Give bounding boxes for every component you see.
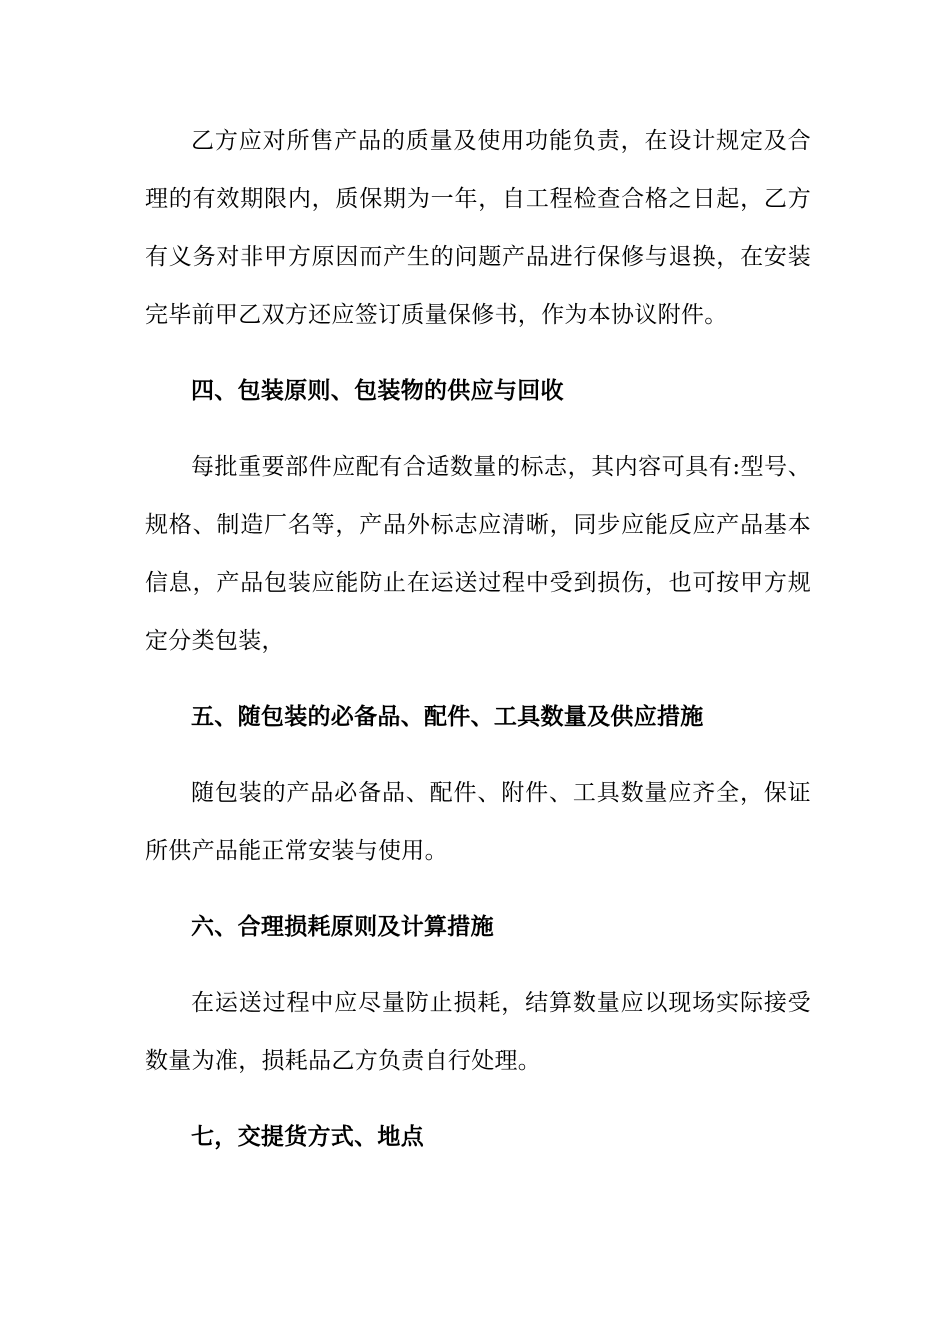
- section-spacer: [145, 1090, 811, 1108]
- section-spacer: [145, 746, 811, 764]
- document-body: [145, 112, 811, 1166]
- section-7-heading: 七，交提货方式、地点: [191, 1123, 424, 1150]
- loss-paragraph: 在运送过程中应尽量防止损耗，结算数量应以现场实际接受数量为准，损耗品乙方负责自行处理。: [145, 990, 811, 1074]
- section-spacer: [145, 956, 811, 974]
- section-6-heading: 六、合理损耗原则及计算措施: [191, 913, 494, 940]
- warranty-paragraph: 乙方应对所售产品的质量及使用功能负责，在设计规定及合理的有效期限内，质保期为一年，自工程检查合格之日起，乙方有义务对非甲方原因而产生的问题产品进行保修与退换，在安装完毕前甲乙双方还应签订质量保修书，作为本协议附件。: [145, 128, 811, 328]
- section-5-heading: 五、随包装的必备品、配件、工具数量及供应措施: [191, 703, 704, 730]
- packaging-paragraph: 每批重要部件应配有合适数量的标志，其内容可具有:型号、规格、制造厂名等，产品外标志应清晰，同步应能反应产品基本信息，产品包装应能防止在运送过程中受到损伤，也可按甲方规定分类包装，: [145, 454, 811, 654]
- section-spacer: [145, 420, 811, 438]
- section-4-heading: 四、包装原则、包装物的供应与回收: [191, 377, 564, 404]
- section-spacer: [145, 880, 811, 898]
- section-spacer: [145, 670, 811, 688]
- section-spacer: [145, 344, 811, 362]
- accessories-paragraph: 随包装的产品必备品、配件、附件、工具数量应齐全，保证所供产品能正常安装与使用。: [145, 780, 811, 864]
